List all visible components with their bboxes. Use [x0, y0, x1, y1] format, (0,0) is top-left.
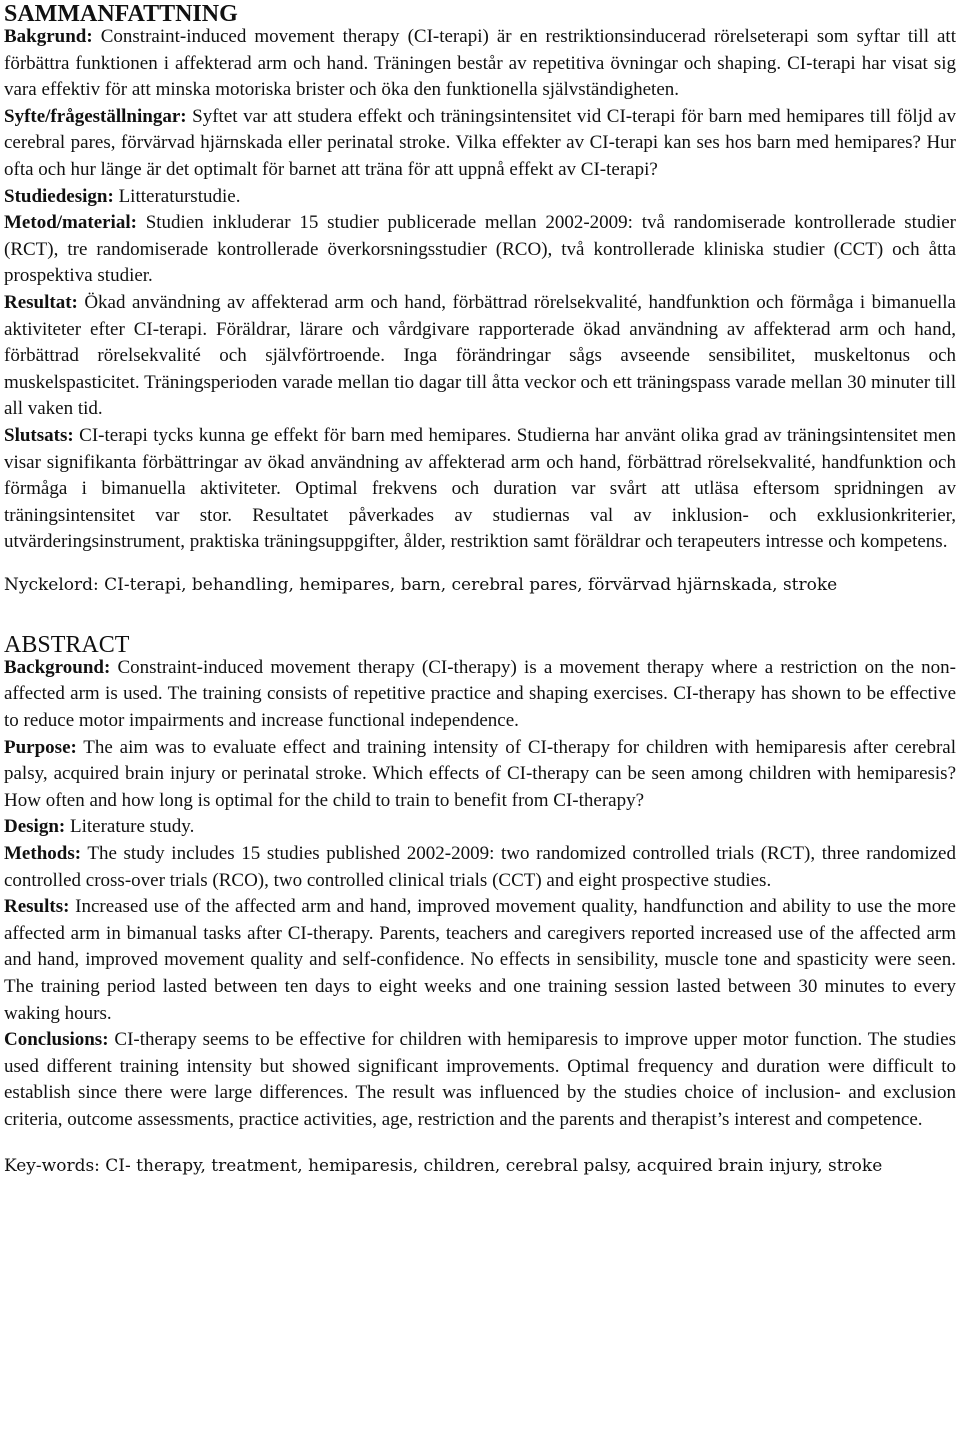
english-abstract — [4, 631, 956, 1179]
methods-paragraph — [4, 841, 956, 894]
design-text: Literature study. — [65, 816, 195, 838]
swedish-summary-heading: SAMMANFATTNING — [4, 1, 238, 27]
swedish-keywords: Nyckelord: CI-terapi, behandling, hemipares, barn, cerebral pares, förvärvad hjärnskada, stroke — [4, 574, 838, 595]
design-paragraph — [4, 184, 956, 211]
conclusions-text: CI-terapi tycks kunna ge effekt för barn med hemipares. Studierna har använt olika grad av träningsintensitet men visar signifikanta förbättringar av ökad användning av affekterad arm och hand, förbättrad rörelsekvalité, handfunktion och förmåga i bimanuella aktiviteter. Optimal frekvens och duration var svårt att utläsa eftersom spridningen av träningsintensitet var stor. Resultatet påverkades av studiernas val av inklusion- och exklusionkriterier, utvärderingsinstrument, praktiska träningsuppgifter, ålder, restriktion samt föräldrar och terapeuters intresse och kompetens. — [4, 424, 956, 553]
methods-label: Methods: — [4, 843, 82, 865]
conclusions-text: CI-therapy seems to be effective for children with hemiparesis to improve upper motor function. The studies used different training intensity but showed significant improvements. Optimal frequency and duration were difficult to establish since there were large differences. The result was influenced by the studies choice of inclusion- and exclusion criteria, outcome assessments, practice activities, age, restriction and the parents and therapist’s interest and competence. — [4, 1029, 956, 1130]
methods-paragraph — [4, 210, 956, 290]
document-page — [4, 0, 956, 1179]
results-label: Results: — [4, 896, 70, 918]
purpose-paragraph — [4, 104, 956, 184]
abstract-heading: ABSTRACT — [4, 631, 130, 658]
methods-text: Studien inkluderar 15 studier publicerade mellan 2002-2009: två randomiserade kontrollerade studier (RCT), tre randomiserade kontrollerade överkorsningsstudier (RCO), två kontrollerade kliniska studier (CCT) och åtta prospektiva studier. — [4, 212, 956, 287]
design-text: Litteraturstudie. — [113, 185, 241, 207]
english-keywords: Key-words: CI- therapy, treatment, hemiparesis, children, cerebral palsy, acquired brain injury, stroke — [4, 1155, 883, 1176]
design-label: Design: — [4, 816, 66, 838]
conclusions-label: Slutsats: — [4, 424, 74, 446]
results-text: Ökad användning av affekterad arm och hand, förbättrad rörelsekvalité, handfunktion och förmåga i bimanuella aktiviteter efter CI-terapi. Föräldrar, lärare och vårdgivare rapporterade ökad användning av affekterad arm och hand, förbättrad rörelsekvalité och självförtroende. Inga förändringar sågs avseende sensibilitet, muskeltonus och muskelspasticitet. Träningsperioden varade mellan tio dagar till åtta veckor och ett träningspass varade mellan 30 minuter till all vaken tid. — [4, 291, 956, 420]
purpose-label: Purpose: — [4, 736, 77, 758]
conclusions-label: Conclusions: — [4, 1029, 109, 1051]
results-label: Resultat: — [4, 291, 78, 313]
methods-text: The study includes 15 studies published 2002-2009: two randomized controlled trials (RCT), three randomized controlled cross-over trials (RCO), two controlled clinical trials (CCT) and eight prospective studies. — [4, 843, 956, 891]
purpose-label: Syfte/frågeställningar: — [4, 105, 187, 127]
results-text: Increased use of the affected arm and hand, improved movement quality, handfunction and ability to use the more affected arm in bimanual tasks after CI-therapy. Parents, teachers and caregivers reported increased use of the affected arm and hand, improved movement quality and self-confidence. No effects in sensibility, muscle tone and spasticity were seen. The training period lasted between ten days to eight weeks and one training session lasted between 30 minutes to every waking hours. — [4, 896, 956, 1024]
conclusions-paragraph — [4, 423, 956, 556]
purpose-text: The aim was to evaluate effect and training intensity of CI-therapy for children with hemiparesis after cerebral palsy, acquired brain injury or perinatal stroke. Which effects of CI-therapy can be seen among children with hemiparesis? How often and how long is optimal for the child to train to benefit from CI-therapy? — [4, 736, 956, 811]
design-paragraph — [4, 814, 956, 841]
purpose-text: Syftet var att studera effekt och träningsintensitet vid CI-terapi för barn med hemipares till följd av cerebral pares, förvärvad hjärnskada eller perinatal stroke. Vilka effekter av CI-terapi kan ses hos barn med hemipares? Hur ofta och hur länge är det optimalt för barnet att träna för att uppnå effekt av CI-terapi? — [4, 105, 956, 180]
background-text: Constraint-induced movement therapy (CI-therapy) is a movement therapy where a restriction on the non-affected arm is used. The training consists of repetitive practice and shaping exercises. CI-therapy has shown to be effective to reduce motor impairments and increase functional independence. — [4, 656, 956, 732]
conclusions-paragraph — [4, 1027, 956, 1133]
purpose-paragraph — [4, 735, 956, 815]
results-paragraph — [4, 290, 956, 423]
background-paragraph — [4, 655, 956, 735]
background-label: Background: — [4, 656, 111, 678]
background-label: Bakgrund: — [4, 26, 93, 47]
design-label: Studiedesign: — [4, 185, 114, 207]
methods-label: Metod/material: — [4, 212, 137, 234]
swedish-summary-body — [4, 24, 956, 104]
results-paragraph — [4, 894, 956, 1027]
swedish-summary — [4, 0, 956, 598]
background-text: Constraint-induced movement therapy (CI-terapi) är en restriktionsinducerad rörelseterapi som syftar till att förbättra funktionen i affekterad arm och hand. Träningen består av repetitiva övningar och shaping. CI-terapi har visat sig vara effektiv för att minska motoriska brister och öka den funktionella självständigheten. — [4, 26, 956, 101]
